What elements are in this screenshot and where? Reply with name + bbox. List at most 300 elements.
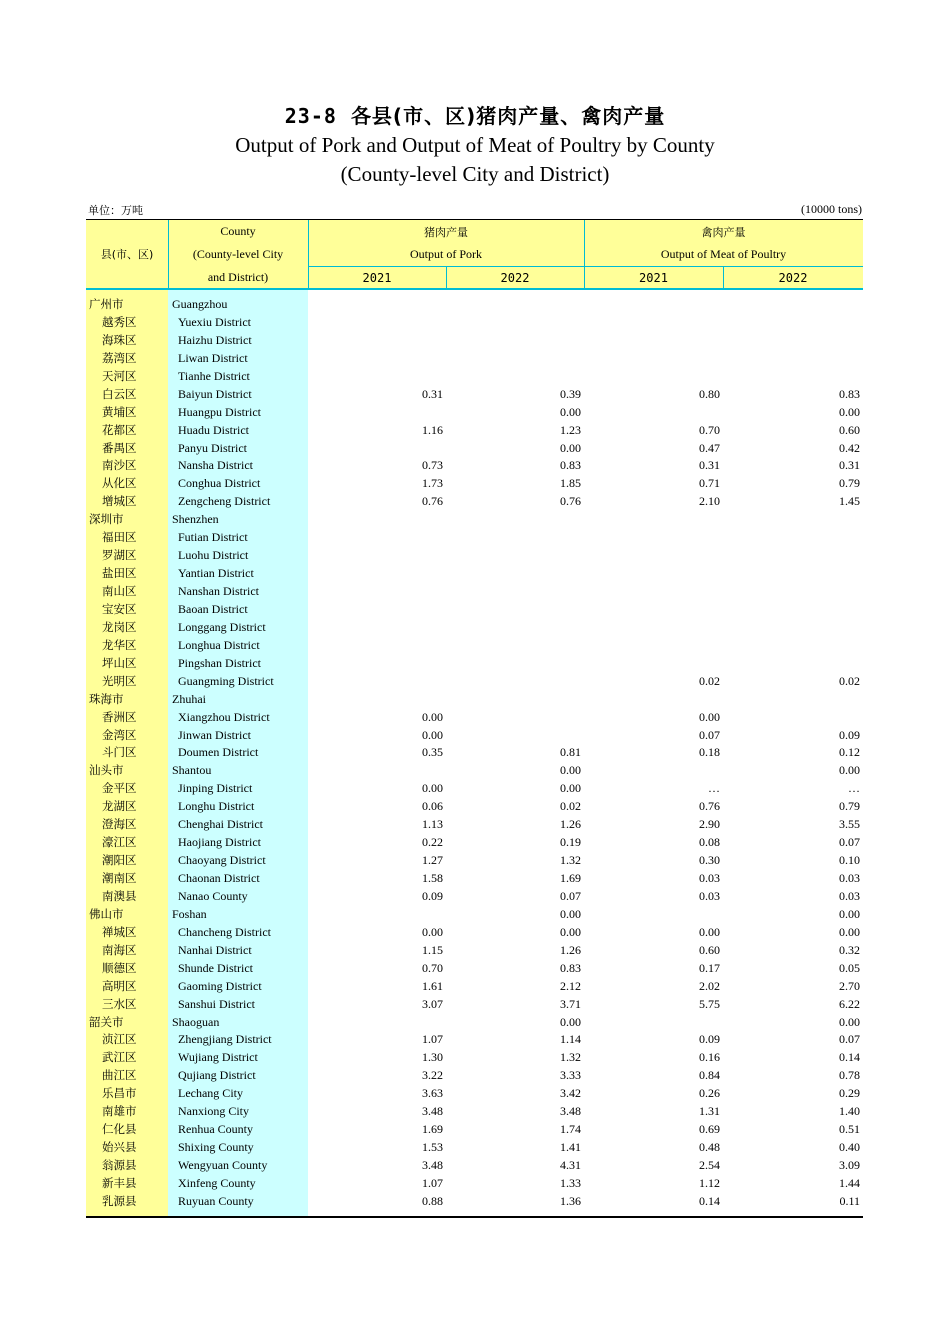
cell-pork-2021: 0.73 — [422, 458, 443, 473]
cell-poultry-2022: 1.40 — [839, 1104, 860, 1119]
row-name-cn: 黄埔区 — [102, 404, 137, 419]
row-name-cn: 乳源县 — [102, 1193, 137, 1208]
header-col-cn: 县(市、区) — [100, 248, 154, 261]
row-name-cn: 武江区 — [102, 1050, 137, 1065]
row-name-en: Huangpu District — [178, 404, 261, 419]
row-name-en: Doumen District — [178, 745, 259, 760]
row-name-en: Huadu District — [178, 422, 249, 437]
cell-pork-2022: 1.32 — [560, 853, 581, 868]
cell-poultry-2021: 0.14 — [699, 1193, 720, 1208]
cell-poultry-2022: 0.79 — [839, 476, 860, 491]
cell-poultry-2021: 0.00 — [699, 709, 720, 724]
table-row — [86, 511, 863, 529]
row-name-en: Luohu District — [178, 548, 249, 563]
cell-poultry-2022: 0.02 — [839, 673, 860, 688]
cell-poultry-2022: 0.00 — [839, 404, 860, 419]
row-name-en: Yantian District — [178, 566, 254, 581]
cell-poultry-2022: 0.12 — [839, 745, 860, 760]
cell-poultry-2022: 0.00 — [839, 906, 860, 921]
row-name-en: Baiyun District — [178, 386, 252, 401]
row-name-cn: 潮阳区 — [102, 853, 137, 868]
table-row — [86, 1193, 863, 1211]
title-english-line2: (County-level City and District) — [340, 162, 610, 186]
row-name-cn: 南海区 — [102, 942, 137, 957]
cell-pork-2022: 4.31 — [560, 1158, 581, 1172]
table-row — [86, 601, 863, 619]
table-row — [86, 1085, 863, 1103]
table-row — [86, 834, 863, 852]
row-name-en: Chancheng District — [178, 924, 271, 939]
cell-pork-2021: 0.76 — [422, 494, 443, 509]
cell-poultry-2022: 1.45 — [839, 494, 860, 509]
cell-pork-2021: 1.13 — [422, 817, 443, 832]
table-row — [86, 1049, 863, 1067]
title-english-line1: Output of Pork and Output of Meat of Poultry by County — [235, 133, 715, 157]
row-name-en: Jinping District — [178, 781, 253, 796]
row-name-en: Shixing County — [178, 1140, 254, 1155]
row-name-en: Panyu District — [178, 440, 247, 455]
row-name-en: Zengcheng District — [178, 494, 271, 509]
row-name-en: Nanao County — [178, 888, 248, 903]
row-name-en: Shunde District — [178, 960, 253, 975]
cell-pork-2022: 0.76 — [560, 494, 581, 509]
table-row — [86, 996, 863, 1014]
row-name-cn: 斗门区 — [102, 745, 137, 760]
cell-poultry-2021: 0.30 — [699, 853, 720, 868]
cell-pork-2022: 0.00 — [560, 404, 581, 419]
row-name-en: Foshan — [172, 906, 207, 921]
row-name-cn: 福田区 — [102, 530, 137, 545]
cell-poultry-2021: 0.48 — [699, 1140, 720, 1155]
row-name-en: Nanhai District — [178, 942, 252, 957]
row-name-en: Chenghai District — [178, 817, 263, 832]
row-name-en: Lechang City — [178, 1086, 243, 1101]
row-name-en: Qujiang District — [178, 1068, 256, 1083]
row-name-cn: 韶关市 — [89, 1014, 124, 1029]
cell-pork-2022: 1.41 — [560, 1140, 581, 1155]
row-name-cn: 顺德区 — [102, 960, 137, 975]
cell-poultry-2022: 0.32 — [839, 942, 860, 957]
cell-pork-2021: 3.22 — [422, 1068, 443, 1083]
table-row — [86, 960, 863, 978]
cell-pork-2021: 1.73 — [422, 476, 443, 491]
table-row — [86, 1139, 863, 1157]
row-name-en: Conghua District — [178, 476, 261, 491]
row-name-en: Shaoguan — [172, 1014, 220, 1029]
row-name-cn: 越秀区 — [102, 314, 137, 329]
cell-poultry-2021: 1.31 — [699, 1104, 720, 1119]
table-row — [86, 493, 863, 511]
row-name-en: Futian District — [178, 530, 248, 545]
table-row — [86, 529, 863, 547]
header-pork-cn: 猪肉产量 — [424, 226, 468, 239]
row-name-en: Chaonan District — [178, 871, 260, 885]
row-name-cn: 南雄市 — [102, 1104, 137, 1119]
table-row — [86, 906, 863, 924]
cell-pork-2022: 1.36 — [560, 1193, 581, 1208]
row-name-en: Xiangzhou District — [178, 709, 270, 724]
cell-poultry-2021: 0.47 — [699, 440, 720, 455]
row-name-cn: 荔湾区 — [102, 350, 137, 365]
cell-pork-2021: 3.48 — [422, 1158, 443, 1172]
cell-poultry-2021: 2.90 — [699, 817, 720, 832]
cell-poultry-2021: 0.18 — [699, 745, 720, 760]
cell-poultry-2021: 0.26 — [699, 1086, 720, 1101]
cell-pork-2022: 1.74 — [560, 1122, 581, 1137]
table-row — [86, 780, 863, 798]
row-name-cn: 金平区 — [102, 781, 137, 796]
table-row — [86, 727, 863, 745]
table-row — [86, 619, 863, 637]
cell-poultry-2022: 0.00 — [839, 924, 860, 939]
table-row — [86, 762, 863, 780]
cell-poultry-2021: 0.71 — [699, 476, 720, 491]
cell-pork-2022: 0.83 — [560, 458, 581, 473]
row-name-en: Xinfeng County — [178, 1175, 256, 1190]
cell-pork-2022: 1.14 — [560, 1032, 581, 1047]
row-name-cn: 南澳县 — [102, 888, 137, 903]
cell-poultry-2022: 0.78 — [839, 1068, 860, 1083]
cell-poultry-2022: 0.83 — [839, 386, 860, 401]
row-name-cn: 汕头市 — [89, 763, 124, 778]
row-name-cn: 盐田区 — [102, 566, 137, 581]
cell-pork-2022: 0.00 — [560, 1014, 581, 1029]
row-name-cn: 天河区 — [102, 368, 137, 383]
cell-poultry-2022: 0.03 — [839, 888, 860, 903]
cell-pork-2022: 3.48 — [560, 1104, 581, 1119]
row-name-cn: 新丰县 — [102, 1175, 137, 1190]
table-row — [86, 1014, 863, 1032]
row-name-en: Wengyuan County — [178, 1158, 268, 1172]
cell-poultry-2022: 0.05 — [839, 960, 860, 975]
row-name-en: Gaoming District — [178, 978, 262, 993]
cell-poultry-2021: 0.03 — [699, 871, 720, 885]
cell-pork-2022: 0.00 — [560, 763, 581, 778]
cell-poultry-2022: 0.14 — [839, 1050, 860, 1065]
cell-pork-2021: 0.70 — [422, 960, 443, 975]
cell-poultry-2021: 0.17 — [699, 960, 720, 975]
unit-chinese: 单位：万吨 — [88, 204, 143, 217]
row-name-en: Longhua District — [178, 637, 260, 652]
cell-poultry-2021: 0.31 — [699, 458, 720, 473]
cell-pork-2022: 0.81 — [560, 745, 581, 760]
header-year-pork-2021: 2021 — [362, 271, 392, 285]
cell-poultry-2021: 2.54 — [699, 1158, 720, 1172]
title-chinese: 各县(市、区)猪肉产量、禽肉产量 — [350, 104, 666, 128]
table-row — [86, 870, 863, 888]
row-name-en: Guangzhou — [172, 297, 228, 311]
row-name-cn: 白云区 — [102, 386, 137, 401]
row-name-en: Haojiang District — [178, 835, 261, 850]
row-name-cn: 澄海区 — [102, 817, 137, 832]
row-name-en: Nanxiong City — [178, 1104, 249, 1119]
row-name-cn: 南沙区 — [102, 458, 137, 473]
row-name-en: Liwan District — [178, 350, 248, 365]
row-name-cn: 龙湖区 — [102, 799, 137, 814]
row-name-cn: 曲江区 — [102, 1068, 137, 1083]
row-name-cn: 广州市 — [89, 297, 124, 311]
cell-pork-2022: 3.33 — [560, 1068, 581, 1083]
cell-pork-2021: 0.00 — [422, 727, 443, 742]
cell-poultry-2021: 0.84 — [699, 1068, 720, 1083]
cell-poultry-2022: 0.07 — [839, 835, 860, 850]
table-row — [86, 924, 863, 942]
table-row — [86, 1157, 863, 1175]
cell-pork-2022: 1.26 — [560, 817, 581, 832]
cell-pork-2021: 0.00 — [422, 709, 443, 724]
row-name-cn: 濠江区 — [102, 835, 137, 850]
table-row — [86, 1175, 863, 1193]
cell-pork-2022: 0.00 — [560, 781, 581, 796]
table-bottom-rule — [86, 1216, 863, 1218]
table-row — [86, 673, 863, 691]
row-name-cn: 海珠区 — [102, 332, 137, 347]
row-name-en: Zhengjiang District — [178, 1032, 272, 1047]
cell-pork-2022: 3.42 — [560, 1086, 581, 1101]
table-row — [86, 691, 863, 709]
cell-pork-2022: 1.85 — [560, 476, 581, 491]
row-name-en: Longhu District — [178, 799, 255, 814]
row-name-en: Baoan District — [178, 601, 248, 616]
header-poultry-cn: 禽肉产量 — [701, 226, 746, 239]
row-name-cn: 宝安区 — [102, 601, 137, 616]
cell-poultry-2021: 0.69 — [699, 1122, 720, 1137]
cell-poultry-2022: 6.22 — [839, 996, 860, 1011]
cell-pork-2021: 0.31 — [422, 386, 443, 401]
cell-poultry-2022: 0.10 — [839, 853, 860, 868]
row-name-en: Tianhe District — [178, 368, 250, 383]
cell-pork-2022: 1.26 — [560, 942, 581, 957]
cell-pork-2022: 0.83 — [560, 960, 581, 975]
table-row — [86, 386, 863, 404]
page-title — [0, 100, 950, 129]
table-row — [86, 888, 863, 906]
table-number: 23-8 — [284, 104, 337, 128]
cell-poultry-2021: 0.00 — [699, 924, 720, 939]
cell-poultry-2022: 0.40 — [839, 1140, 860, 1155]
cell-poultry-2022: 0.29 — [839, 1086, 860, 1101]
table-header — [86, 219, 863, 290]
cell-poultry-2021: 5.75 — [699, 996, 720, 1011]
cell-poultry-2021: 0.02 — [699, 673, 720, 688]
cell-poultry-2021: 2.02 — [699, 978, 720, 993]
cell-poultry-2022: 0.31 — [839, 458, 860, 473]
cell-pork-2021: 1.27 — [422, 853, 443, 868]
row-name-cn: 龙华区 — [102, 637, 137, 652]
row-name-en: Zhuhai — [172, 691, 206, 706]
cell-pork-2021: 3.07 — [422, 996, 443, 1011]
cell-poultry-2022: 3.09 — [839, 1158, 860, 1172]
cell-pork-2022: 0.00 — [560, 906, 581, 921]
header-pork-en: Output of Pork — [410, 247, 482, 261]
cell-pork-2022: 0.39 — [560, 386, 581, 401]
table-row — [86, 1067, 863, 1085]
cell-poultry-2021: 0.80 — [699, 386, 720, 401]
row-name-cn: 潮南区 — [102, 871, 137, 885]
cell-pork-2022: 0.19 — [560, 835, 581, 850]
table-row — [86, 314, 863, 332]
cell-poultry-2022: 3.55 — [839, 817, 860, 832]
table-row — [86, 1121, 863, 1139]
cell-pork-2021: 0.35 — [422, 745, 443, 760]
cell-poultry-2022: 0.79 — [839, 799, 860, 814]
cell-pork-2021: 0.88 — [422, 1193, 443, 1208]
cell-poultry-2021: 1.12 — [699, 1175, 720, 1190]
cell-poultry-2022: 0.07 — [839, 1032, 860, 1047]
header-year-pork-2022: 2022 — [500, 271, 530, 285]
table-row — [86, 440, 863, 458]
row-name-en: Guangming District — [178, 673, 274, 688]
table-body — [86, 296, 863, 1211]
row-name-cn: 金湾区 — [102, 727, 137, 742]
table-row — [86, 942, 863, 960]
header-poultry-en: Output of Meat of Poultry — [660, 247, 787, 261]
row-name-cn: 禅城区 — [102, 924, 137, 939]
row-name-cn: 坪山区 — [102, 655, 137, 670]
cell-poultry-2022: 0.00 — [839, 1014, 860, 1029]
table-row — [86, 978, 863, 996]
cell-poultry-2021: 0.70 — [699, 422, 720, 437]
cell-pork-2022: 0.00 — [560, 924, 581, 939]
cell-pork-2021: 1.15 — [422, 942, 443, 957]
cell-poultry-2021: 0.09 — [699, 1032, 720, 1047]
row-name-en: Longgang District — [178, 619, 266, 634]
cell-poultry-2021: 0.60 — [699, 942, 720, 957]
row-name-en: Chaoyang District — [178, 853, 266, 868]
row-name-en: Nansha District — [178, 458, 253, 473]
row-name-cn: 花都区 — [102, 422, 137, 437]
cell-pork-2021: 1.30 — [422, 1050, 443, 1065]
cell-poultry-2022: 0.42 — [839, 440, 860, 455]
table-row — [86, 1031, 863, 1049]
row-name-cn: 深圳市 — [89, 512, 124, 527]
cell-poultry-2022: 0.03 — [839, 871, 860, 885]
cell-poultry-2022: 0.51 — [839, 1122, 860, 1137]
table-row — [86, 709, 863, 727]
cell-pork-2021: 0.00 — [422, 924, 443, 939]
cell-pork-2021: 1.07 — [422, 1032, 443, 1047]
cell-poultry-2021: 0.08 — [699, 835, 720, 850]
cell-pork-2022: 0.07 — [560, 888, 581, 903]
cell-poultry-2022: 2.70 — [839, 978, 860, 993]
header-year-poultry-2022: 2022 — [778, 271, 808, 285]
table-row — [86, 547, 863, 565]
table-row — [86, 332, 863, 350]
header-col-en-1: County — [220, 224, 256, 238]
cell-pork-2021: 1.58 — [422, 871, 443, 885]
row-name-cn: 从化区 — [102, 476, 137, 491]
cell-pork-2021: 3.48 — [422, 1104, 443, 1119]
cell-pork-2022: 1.23 — [560, 422, 581, 437]
cell-poultry-2022: 0.60 — [839, 422, 860, 437]
cell-poultry-2021: 2.10 — [699, 494, 720, 509]
row-name-cn: 浈江区 — [102, 1032, 137, 1047]
cell-poultry-2022: 0.11 — [839, 1193, 860, 1208]
row-name-cn: 增城区 — [102, 494, 137, 509]
cell-pork-2021: 1.07 — [422, 1175, 443, 1190]
table-row — [86, 637, 863, 655]
row-name-en: Renhua County — [178, 1122, 253, 1137]
cell-pork-2021: 3.63 — [422, 1086, 443, 1101]
table-row — [86, 404, 863, 422]
table-row — [86, 1103, 863, 1121]
row-name-cn: 仁化县 — [102, 1122, 137, 1137]
row-name-cn: 香洲区 — [102, 709, 137, 724]
cell-pork-2022: 0.02 — [560, 799, 581, 814]
cell-pork-2021: 1.16 — [422, 422, 443, 437]
table-row — [86, 655, 863, 673]
row-name-cn: 番禺区 — [102, 440, 137, 455]
row-name-cn: 珠海市 — [89, 691, 124, 706]
cell-poultry-2021: 0.16 — [699, 1050, 720, 1065]
header-year-poultry-2021: 2021 — [639, 271, 668, 285]
table-row — [86, 565, 863, 583]
cell-poultry-2022: 0.09 — [839, 727, 860, 742]
cell-pork-2021: 0.22 — [422, 835, 443, 850]
row-name-en: Nanshan District — [178, 584, 259, 598]
row-name-cn: 罗湖区 — [102, 548, 137, 563]
table-row — [86, 744, 863, 762]
cell-pork-2022: 0.00 — [560, 440, 581, 455]
cell-pork-2021: 1.61 — [422, 978, 443, 993]
cell-pork-2021: 0.00 — [422, 781, 443, 796]
table-row — [86, 816, 863, 834]
row-name-en: Yuexiu District — [178, 314, 251, 329]
cell-pork-2021: 1.53 — [422, 1140, 443, 1155]
cell-pork-2022: 3.71 — [560, 996, 581, 1011]
row-name-cn: 光明区 — [102, 673, 137, 688]
cell-poultry-2022: 1.44 — [839, 1175, 860, 1190]
row-name-en: Pingshan District — [178, 655, 261, 670]
cell-poultry-2021: 0.76 — [699, 799, 720, 814]
cell-poultry-2021: 0.07 — [699, 727, 720, 742]
row-name-en: Shantou — [172, 763, 212, 778]
header-col-en-2: (County-level City — [192, 247, 284, 261]
table-row — [86, 422, 863, 440]
row-name-en: Ruyuan County — [178, 1193, 254, 1208]
cell-pork-2022: 1.33 — [560, 1175, 581, 1190]
table-row — [86, 368, 863, 386]
row-name-en: Sanshui District — [178, 996, 255, 1011]
table-row — [86, 798, 863, 816]
table-row — [86, 852, 863, 870]
cell-pork-2021: 1.69 — [422, 1122, 443, 1137]
cell-poultry-2021: 0.03 — [699, 888, 720, 903]
row-name-cn: 佛山市 — [89, 906, 124, 921]
cell-poultry-2022: 0.00 — [839, 763, 860, 778]
row-name-cn: 三水区 — [102, 996, 137, 1011]
row-name-en: Haizhu District — [178, 332, 252, 347]
header-col-en-3: and District) — [207, 270, 269, 284]
row-name-cn: 始兴县 — [102, 1140, 137, 1155]
cell-pork-2022: 1.69 — [560, 871, 581, 885]
cell-pork-2021: 0.06 — [422, 799, 443, 814]
row-name-en: Shenzhen — [172, 512, 219, 527]
cell-poultry-2022: … — [848, 781, 860, 796]
row-name-en: Jinwan District — [178, 727, 251, 742]
table-row — [86, 296, 863, 314]
row-name-cn: 翁源县 — [102, 1158, 137, 1172]
cell-pork-2021: 0.09 — [422, 888, 443, 903]
table-row — [86, 475, 863, 493]
table-row — [86, 350, 863, 368]
cell-poultry-2021: … — [708, 781, 720, 796]
row-name-en: Wujiang District — [178, 1050, 258, 1065]
table-row — [86, 583, 863, 601]
row-name-cn: 高明区 — [102, 978, 137, 993]
table-row — [86, 457, 863, 475]
cell-pork-2022: 1.32 — [560, 1050, 581, 1065]
